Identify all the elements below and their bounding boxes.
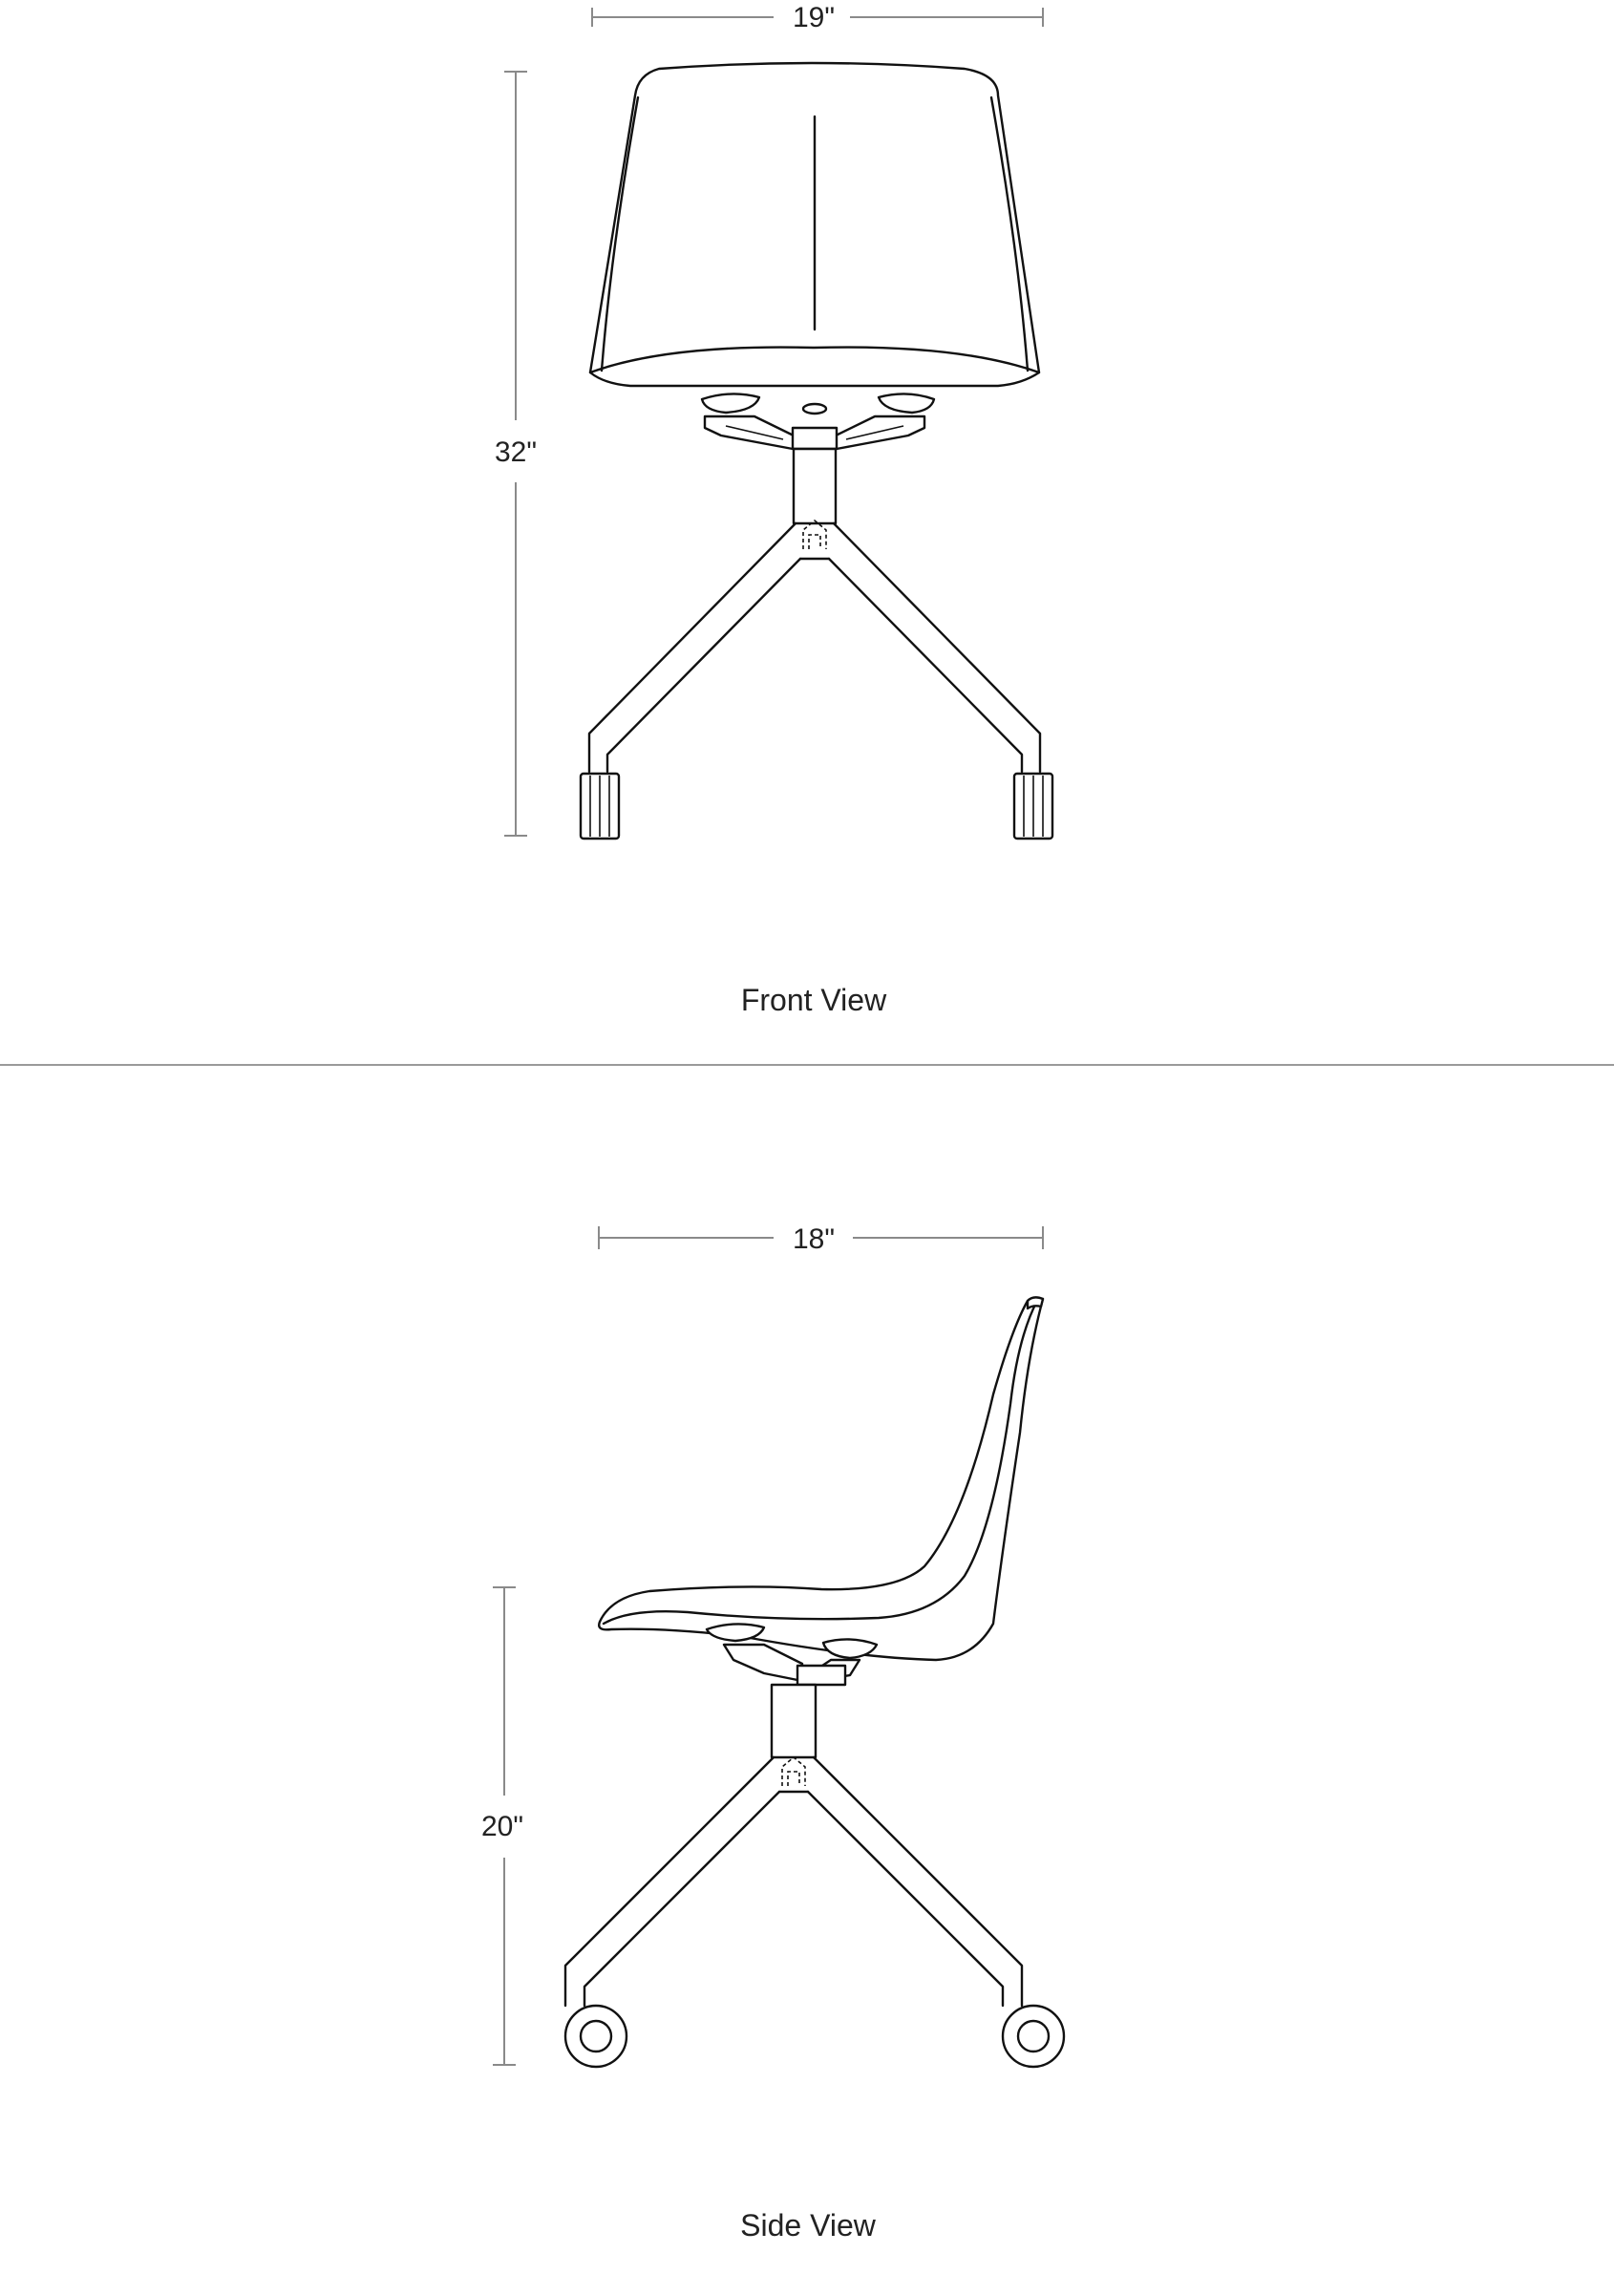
side-depth-dimension: [599, 1223, 1043, 1255]
front-view-caption: Front View: [740, 983, 887, 1017]
front-height-dimension: [495, 72, 537, 836]
front-chair-shell: [590, 63, 1039, 386]
front-chair-brackets: [702, 393, 934, 449]
side-view: [481, 1223, 1064, 2243]
side-chair-shell: [599, 1297, 1043, 1660]
side-seat-height-label: 20": [480, 1811, 524, 1842]
side-seat-height-dimension: [481, 1587, 523, 2065]
side-depth-label: 18": [792, 1223, 836, 1255]
side-view-caption: Side View: [740, 2208, 876, 2243]
front-height-label: 32": [494, 436, 538, 468]
front-chair-base: [581, 449, 1052, 839]
front-width-dimension: [592, 2, 1043, 33]
side-chair-base: [565, 1685, 1064, 2067]
front-view: [495, 2, 1052, 1017]
front-width-label: 19": [792, 2, 836, 33]
